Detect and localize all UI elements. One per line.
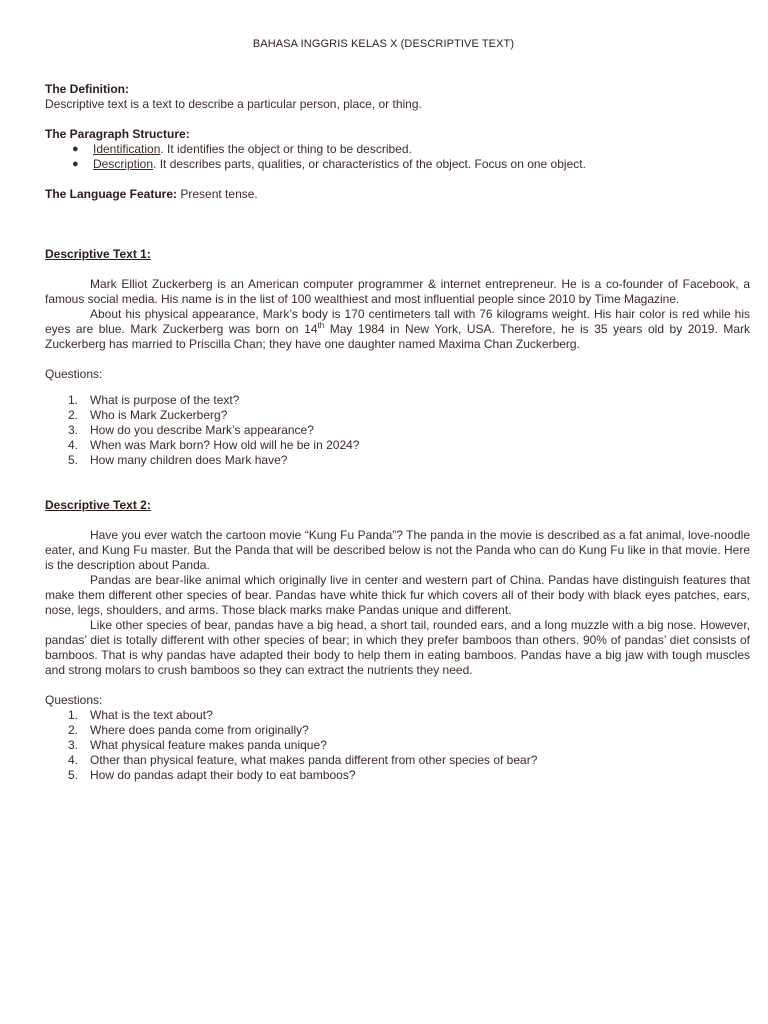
ordinal-suffix: th (317, 321, 325, 330)
question-item: 2. Who is Mark Zuckerberg? (68, 408, 228, 422)
text1-paragraph-1: Mark Elliot Zuckerberg is an American computer programmer & internet entrepreneur. He is a co-founder of Facebook, a famous social media. His name is in the list of 100 wealthiest and most influential people since 2010 by Time Magazine. (45, 277, 750, 306)
document-page (45, 37, 750, 783)
document-title: BAHASA INGGRIS KELAS X (DESCRIPTIVE TEXT) (252, 38, 515, 50)
text2-heading: Descriptive Text 2: (45, 498, 151, 512)
question-item: 1. What is the text about? (68, 708, 213, 722)
definition-section (45, 82, 722, 112)
text1-paragraph-2: About his physical appearance, Mark’s body is 170 centimeters tall with 76 kilograms weight. His hair color is red while his eyes are blue. Mark Zuckerberg was born on 14th May 1984 in New York, USA. Therefore, he is 35 years old by 2019. Mark Zuckerberg has married to Priscilla Chan; they have one daughter named Maxima Chan Zuckerberg. (45, 307, 750, 351)
language-feature (45, 187, 722, 202)
structure-term: Identification (93, 142, 161, 156)
bullet-icon: ● (72, 143, 79, 155)
structure-term: Description (93, 157, 154, 171)
language-text: Present tense. (177, 187, 258, 201)
text1-questions-list (45, 393, 722, 468)
bullet-icon: ● (72, 158, 79, 170)
structure-list (45, 142, 722, 172)
question-item: 3. How do you describe Mark’s appearance? (68, 423, 314, 437)
text2-questions-list (45, 708, 722, 783)
structure-label: The Paragraph Structure: (45, 127, 190, 141)
question-item: 2. Where does panda come from originally? (68, 723, 309, 737)
question-item: 4. When was Mark born? How old will he be in 2024? (68, 438, 360, 452)
structure-section (45, 127, 722, 172)
language-label: The Language Feature: (45, 187, 178, 201)
text2-paragraph-1: Have you ever watch the cartoon movie “Kung Fu Panda”? The panda in the movie is described as a fat animal, love-noodle eater, and Kung Fu master. But the Panda that will be described below is not the Panda who can do Kung Fu like in that movie. Here is the description about Panda. (45, 528, 750, 572)
text2-paragraph-3: Like other species of bear, pandas have a big head, a short tail, rounded ears, and a long muzzle with a big nose. However, pandas’ diet is totally different with other species of bear; in which they prefer bamboos than others. 90% of pandas’ diet consists of bamboos. That is why pandas have adapted their body to help them in eating bamboos. Pandas have a big jaw with tough muscles and strong molars to crush bamboos so they can extract the nutrients they need. (45, 618, 750, 677)
structure-desc: . It identifies the object or thing to be described. (160, 142, 412, 156)
text2-paragraph-2: Pandas are bear-like animal which originally live in center and western part of China. Pandas have distinguish features that make them different other species of bear. Pandas have white thick fur which covers all of their body with black eyes patches, ears, nose, legs, shoulders, and arms. Those black marks make Pandas unique and different. (45, 573, 750, 617)
definition-label: The Definition: (45, 82, 129, 96)
structure-desc: . It describes parts, qualities, or characteristics of the object. Focus on one object. (153, 157, 586, 171)
structure-item (45, 142, 722, 157)
question-item: 3. What physical feature makes panda unique? (68, 738, 327, 752)
question-item: 5. How do pandas adapt their body to eat bamboos? (68, 768, 356, 782)
text1-questions-label: Questions: (45, 367, 103, 381)
text2-questions-label: Questions: (45, 693, 103, 707)
question-item: 4. Other than physical feature, what makes panda different from other species of bear? (68, 753, 538, 767)
structure-item (45, 157, 722, 172)
question-item: 1. What is purpose of the text? (68, 393, 240, 407)
text1-heading: Descriptive Text 1: (45, 247, 151, 261)
descriptive-text-1 (45, 247, 750, 468)
descriptive-text-2 (45, 498, 750, 783)
definition-text: Descriptive text is a text to describe a particular person, place, or thing. (45, 97, 422, 111)
question-item: 5. How many children does Mark have? (68, 453, 288, 467)
